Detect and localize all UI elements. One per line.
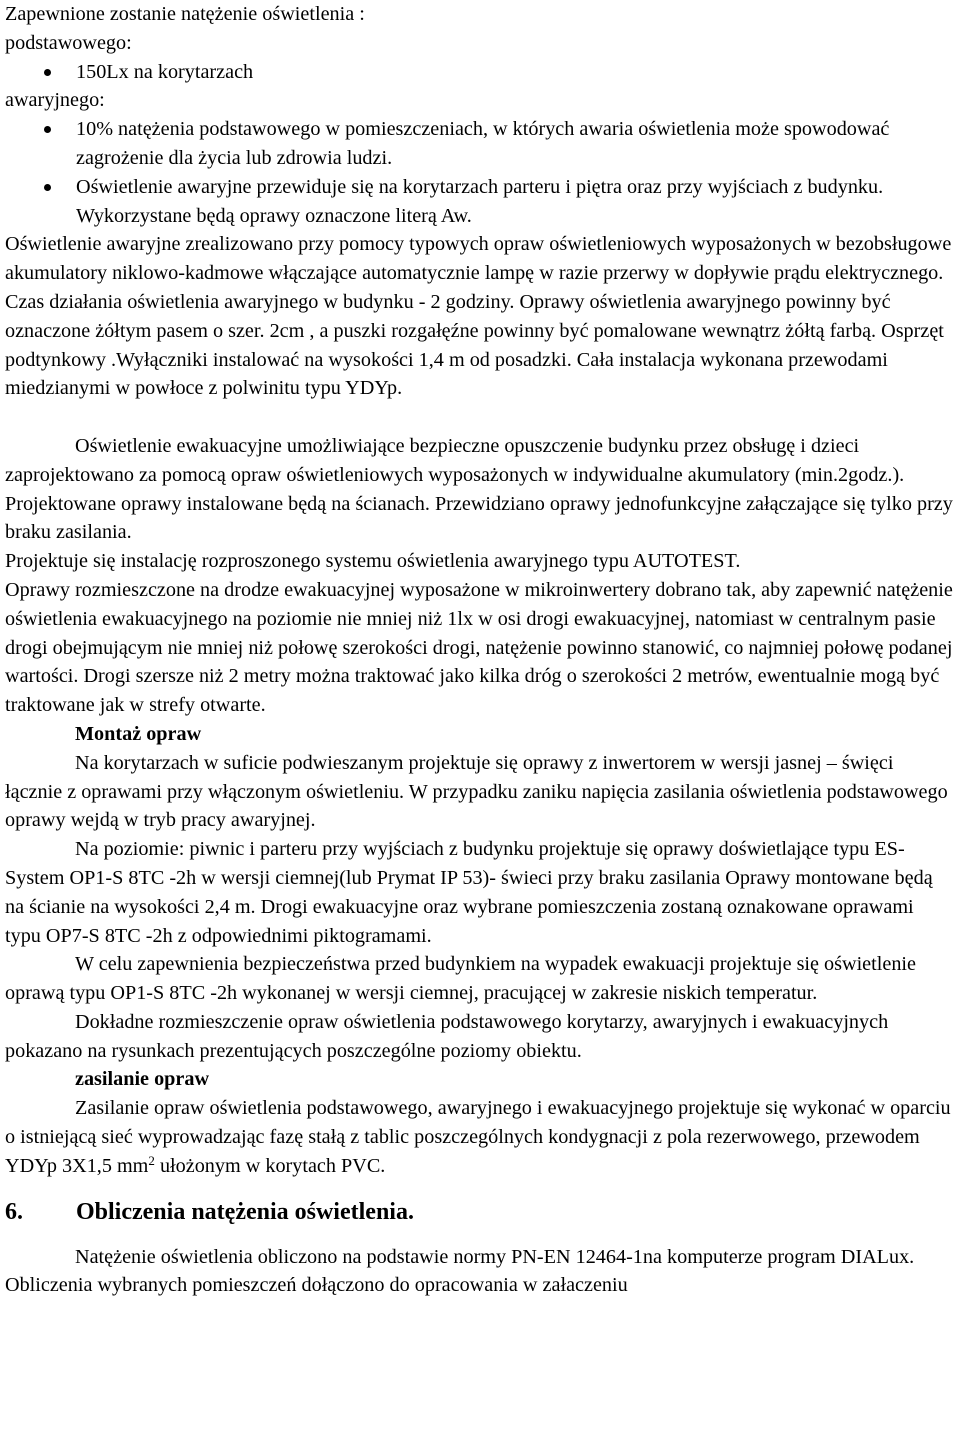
power-paragraph bbox=[5, 1094, 954, 1180]
section-6 bbox=[5, 1195, 954, 1301]
evacuation-paragraph-1: Oświetlenie ewakuacyjne umożliwiające bezpieczne opuszczenie budynku przez obsługę i dzieci zaprojektowano za pomocą opraw oświetleniowych wyposażonych w indywidualne akumulatory (min.2godz.). Projektowane oprawy instalowane będą na ścianach. Przewidziano oprawy jednofunkcyjne załączające się tylko przy braku zasilania. bbox=[5, 434, 953, 544]
section-6-paragraph: Natężenie oświetlenia obliczono na podstawie normy PN-EN 12464-1na komputerze program DIALux. Obliczenia wybranych pomieszczeń dołączono do opracowania w załaczeniu bbox=[5, 1245, 915, 1297]
section-6-heading bbox=[5, 1195, 954, 1229]
mounting-paragraph-3: W celu zapewnienia bezpieczeństwa przed budynkiem na wypadek ewakuacji projektuje się oświetlenie oprawą typu OP1-S 8TC -2h wykonanej w wersji ciemnej, pracującej w zakresie niskich temperatur. bbox=[5, 953, 916, 1005]
evacuation-paragraph-3: Oprawy rozmieszczone na drodze ewakuacyjnej wyposażone w mikroinwertery dobrano tak, aby zapewnić natężenie oświetlenia ewakuacyjnego na poziomie nie mniej niż 1lx w osi drogi ewakuacyjnej, natomiast w centralnym pasie drogi obejmującym nie mniej niż połowę szerokości drogi, natężenie powinno stanowić, co najmniej połowę podanej wartości. Drogi szersze niż 2 metry można traktować jako kilka dróg o szerokości 2 metrów, ewentualnie mogą być traktowane jak w strefy otwarte. bbox=[5, 578, 953, 717]
mounting-paragraph-1: Na korytarzach w suficie podwieszanym projektuje się oprawy z inwertorem w wersji jasnej – święci łącznie z oprawami przy włączonym oświetleniu. W przypadku zaniku napięcia zasilania oświetlenia podstawowego oprawy wejdą w tryb pracy awaryjnej. bbox=[5, 751, 948, 832]
mounting-paragraph-4: Dokładne rozmieszczenie opraw oświetlenia podstawowego korytarzy, awaryjnych i ewakuacyjnych pokazano na rysunkach prezentujących poszczególne poziomy obiektu. bbox=[5, 1010, 889, 1062]
mounting-paragraph-2: Na poziomie: piwnic i parteru przy wyjściach z budynku projektuje się oprawy doświetlające typu ES-System OP1-S 8TC -2h w wersji ciemnej(lub Prymat IP 53)- świeci przy braku zasilania Oprawy montowane będą na ścianie na wysokości 2,4 m. Drogi ewakuacyjne oraz wybrane pomieszczenia zostaną oznakowane oprawami typu OP7-S 8TC -2h z odpowiednimi piktogramami. bbox=[5, 838, 933, 947]
evacuation-paragraph-2: Projektuje się instalację rozproszonego systemu oświetlenia awaryjnego typu AUTOTEST. bbox=[5, 550, 741, 573]
mounting-heading: Montaż opraw bbox=[75, 722, 202, 745]
power-superscript: 2 bbox=[148, 1152, 155, 1168]
evacuation-section bbox=[5, 432, 954, 720]
intro-section bbox=[5, 0, 954, 403]
emergency-list bbox=[5, 115, 954, 230]
power-heading: zasilanie opraw bbox=[75, 1068, 210, 1091]
list-item: Oświetlenie awaryjne przewiduje się na korytarzach parteru i piętra oraz przy wyjściach z budynku. Wykorzystane będą oprawy oznaczone literą Aw. bbox=[76, 173, 954, 231]
power-section bbox=[5, 1065, 954, 1180]
power-text-end: ułożonym w korytach PVC. bbox=[154, 1154, 386, 1177]
list-item: 10% natężenia podstawowego w pomieszczeniach, w których awaria oświetlenia może spowodować zagrożenie dla życia lub zdrowia ludzi. bbox=[76, 115, 954, 173]
basic-list bbox=[5, 58, 954, 87]
power-text: Zasilanie opraw oświetlenia podstawowego, awaryjnego i ewakuacyjnego projektuje się wykonać w oparciu o istniejącą sieć wyprowadzając fazę stałą z tablic poszczególnych kondygnacji z pola rezerwowego, przewodem YDYp 3X1,5 mm bbox=[5, 1097, 951, 1177]
section-number: 6. bbox=[5, 1198, 23, 1225]
basic-label: podstawowego: bbox=[5, 31, 132, 54]
section-title: Obliczenia natężenia oświetlenia. bbox=[76, 1198, 414, 1225]
intro-line: Zapewnione zostanie natężenie oświetlenia : bbox=[5, 3, 365, 25]
mounting-section bbox=[5, 720, 954, 1066]
emergency-paragraph: Oświetlenie awaryjne zrealizowano przy pomocy typowych opraw oświetleniowych wyposażonych w bezobsługowe akumulatory niklowo-kadmowe włączające automatycznie lampę w razie przerwy w dopływie prądu elektrycznego. Czas działania oświetlenia awaryjnego w budynku - 2 godziny. Oprawy oświetlenia awaryjnego powinny być oznaczone żółtym pasem o szer. 2cm , a puszki rozgałęźne powinny być pomalowane wewnątrz żółtą farbą. Osprzęt podtynkowy .Wyłączniki instalować na wysokości 1,4 m od posadzki. Cała instalacja wykonana przewodami miedzianymi w powłoce z polwinitu typu YDYp. bbox=[5, 233, 952, 400]
list-item: 150Lx na korytarzach bbox=[76, 58, 954, 87]
emergency-label: awaryjnego: bbox=[5, 89, 105, 112]
spacer bbox=[5, 403, 954, 432]
